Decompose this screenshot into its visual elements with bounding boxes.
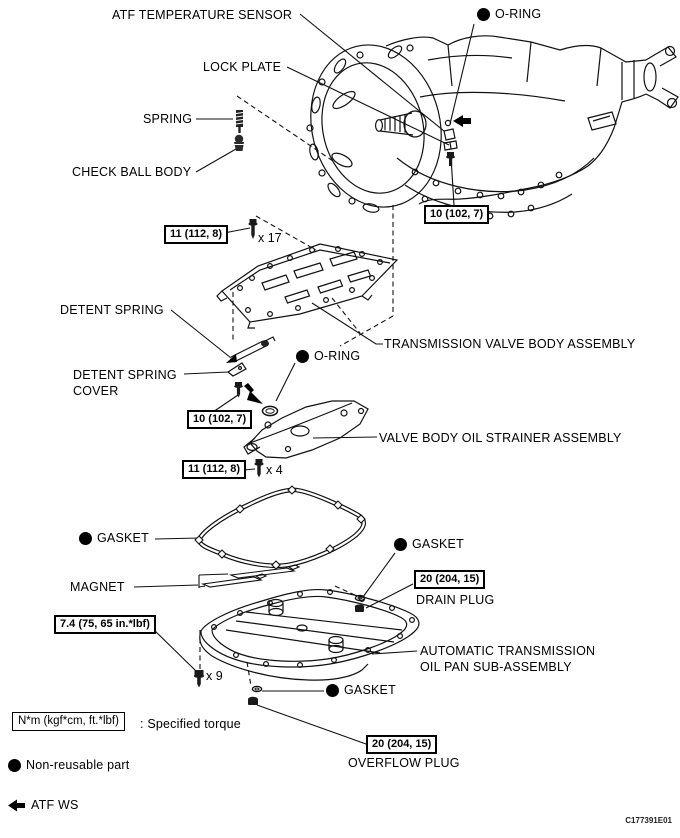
non-reusable-dot-icon	[477, 8, 490, 21]
detent-spring-cover-line2: COVER	[73, 384, 119, 398]
lock-plate-bolt-part	[446, 152, 455, 166]
legend-torque-unit-box: N*m (kgf*cm, ft.*lbf)	[12, 712, 125, 731]
torque-drain-plug: 20 (204, 15)	[414, 570, 485, 589]
non-reusable-dot-icon	[394, 538, 407, 551]
gasket-drain-text: GASKET	[412, 537, 464, 551]
fluid-arrow-icon	[8, 799, 26, 812]
overflow-plug-label: OVERFLOW PLUG	[348, 756, 460, 770]
oil-strainer-label: VALVE BODY OIL STRAINER ASSEMBLY	[379, 431, 622, 445]
detent-spring-cover-art	[228, 363, 246, 376]
gasket-bolt-tabs	[195, 486, 365, 569]
atf-sensor-parts-art	[444, 115, 471, 166]
oil-pan-label	[420, 643, 595, 675]
lock-plate-label: LOCK PLATE	[203, 60, 282, 74]
non-reusable-dot-icon	[79, 532, 92, 545]
torque-valve-body-bolts: 11 (112, 8)	[164, 225, 228, 244]
detent-spring-cover-line1: DETENT SPRING	[73, 368, 177, 382]
legend-fluid	[8, 797, 79, 813]
gasket-left-text: GASKET	[97, 531, 149, 545]
torque-detent-cover-bolt: 10 (102, 7)	[187, 410, 252, 429]
valve-body-bolt-count: x 17	[258, 231, 282, 245]
magnet-label: MAGNET	[70, 580, 125, 594]
spring-label: SPRING	[143, 112, 193, 126]
non-reusable-dot-icon	[8, 759, 21, 772]
valve-body-bolt-art	[248, 219, 257, 239]
torque-oil-pan-bolts: 7.4 (75, 65 in.*lbf)	[54, 615, 156, 634]
atf-temperature-sensor-part	[444, 129, 455, 140]
oil-pan-line1: AUTOMATIC TRANSMISSION	[420, 644, 596, 658]
pan-gasket-art	[195, 486, 365, 569]
o-ring-mid-label	[296, 348, 360, 364]
fluid-direction-arrow-icon	[453, 115, 471, 127]
gasket-overflow-label	[326, 682, 396, 698]
torque-sensor-lock-bolt: 10 (102, 7)	[424, 205, 489, 224]
legend-non-reusable-text: Non-reusable part	[26, 758, 130, 772]
gasket-drain-label	[394, 536, 464, 552]
o-ring-insert-arrow-icon	[244, 383, 263, 404]
legend-fluid-text: ATF WS	[31, 798, 79, 812]
transmission-case-art	[294, 31, 678, 221]
overflow-gasket-art	[252, 686, 261, 691]
transmission-valve-body-label: TRANSMISSION VALVE BODY ASSEMBLY	[384, 337, 636, 351]
detent-spring-art	[226, 337, 275, 363]
gasket-overflow-text: GASKET	[344, 683, 396, 697]
o-ring-top-text: O-RING	[495, 7, 542, 21]
drain-plug-label: DRAIN PLUG	[416, 593, 495, 607]
non-reusable-dot-icon	[326, 684, 339, 697]
lock-plate-part	[444, 141, 457, 150]
check-ball-body-art	[234, 135, 244, 151]
spring-art	[236, 110, 243, 133]
gasket-left-label	[79, 530, 149, 546]
oil-pan-bolt-count: x 9	[206, 669, 223, 683]
figure-code: C177391E01	[625, 816, 672, 825]
detent-spring-cover-label	[73, 367, 177, 399]
detent-cover-bolt-art	[234, 382, 243, 398]
atf-temperature-sensor-label: ATF TEMPERATURE SENSOR	[112, 8, 293, 22]
valve-body-art	[217, 244, 397, 328]
o-ring-top-label	[477, 6, 541, 22]
strainer-bolt-count: x 4	[266, 463, 283, 477]
legend-non-reusable	[8, 757, 129, 773]
check-ball-body-label: CHECK BALL BODY	[72, 165, 192, 179]
magnet-art	[199, 565, 299, 588]
pan-bolt-art	[194, 670, 204, 688]
detent-spring-label: DETENT SPRING	[60, 303, 164, 317]
torque-overflow-plug: 20 (204, 15)	[366, 735, 437, 754]
legend-torque-meaning: : Specified torque	[140, 717, 241, 731]
non-reusable-dot-icon	[296, 350, 309, 363]
overflow-plug-art	[248, 697, 258, 705]
oil-pan-art	[200, 590, 419, 681]
drain-plug-art	[355, 605, 365, 613]
oil-pan-line2: OIL PAN SUB-ASSEMBLY	[420, 660, 572, 674]
o-ring-mid-art	[263, 406, 278, 415]
o-ring-mid-text: O-RING	[314, 349, 361, 363]
torque-strainer-bolts: 11 (112, 8)	[182, 460, 246, 479]
strainer-bolt-art	[254, 459, 263, 478]
output-flange-art	[622, 47, 678, 109]
